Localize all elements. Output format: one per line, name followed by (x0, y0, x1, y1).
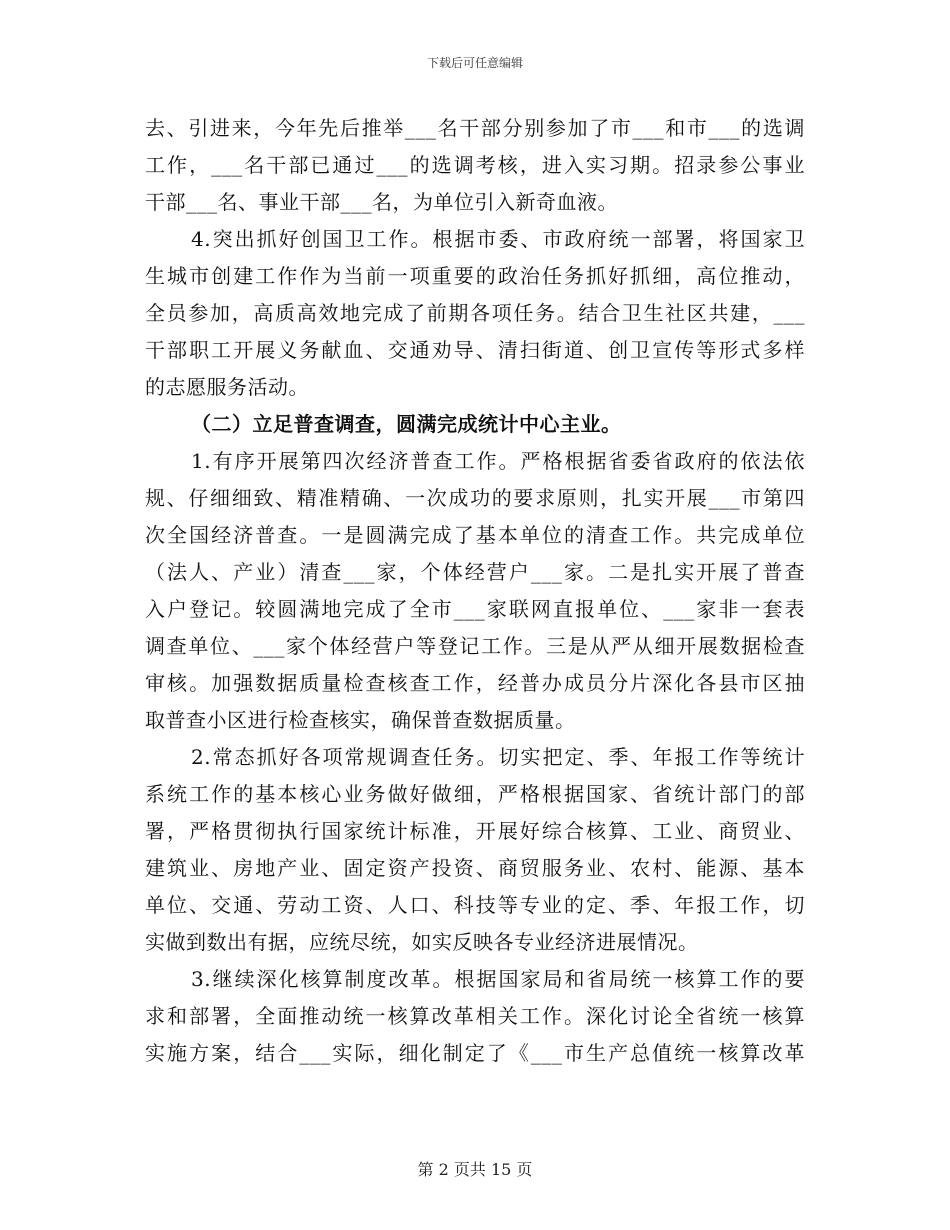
text-line: 的志愿服务活动。 (145, 375, 309, 399)
text-line: 建筑业、房地产业、固定资产投资、商贸服务业、农村、能源、基本 (145, 856, 805, 880)
text-line: 干部职工开展义务献血、交通劝导、清扫街道、创卫宣传等形式多样 (145, 338, 805, 362)
text-line: 生城市创建工作作为当前一项重要的政治任务抓好抓细，高位推动， (145, 264, 805, 288)
text-line: 调查单位、___家个体经营户等登记工作。三是从严从细开展数据检查 (145, 634, 805, 658)
text-line: 署，严格贯彻执行国家统计标准，开展好综合核算、工业、商贸业、 (145, 819, 805, 843)
text-line: 4.突出抓好创国卫工作。根据市委、市政府统一部署，将国家卫 (191, 227, 805, 251)
text-line: 次全国经济普查。一是圆满完成了基本单位的清查工作。共完成单位 (145, 523, 805, 547)
text-line: 全员参加，高质高效地完成了前期各项任务。结合卫生社区共建，___ (145, 301, 805, 325)
text-line: （法人、产业）清查___家，个体经营户___家。二是扎实开展了普查 (145, 560, 805, 584)
page-header: 下载后可任意编辑 (426, 56, 523, 70)
text-line: 取普查小区进行检查核实，确保普查数据质量。 (145, 708, 576, 732)
text-line: 规、仔细细致、精准精确、一次成功的要求原则，扎实开展___市第四 (145, 486, 805, 510)
text-line: 工作，___名干部已通过___的选调考核，进入实习期。招录参公事业 (145, 153, 805, 177)
text-line: 系统工作的基本核心业务做好做细，严格根据国家、省统计部门的部 (145, 782, 805, 806)
text-line: 实施方案，结合___实际，细化制定了《___市生产总值统一核算改革 (145, 1041, 805, 1065)
text-line: 1.有序开展第四次经济普查工作。严格根据省委省政府的依法依 (191, 449, 805, 473)
text-line: 单位、交通、劳动工资、人口、科技等专业的定、季、年报工作，切 (145, 893, 805, 917)
text-line: 求和部署，全面推动统一核算改革相关工作。深化讨论全省统一核算 (145, 1004, 805, 1028)
text-line: 2.常态抓好各项常规调查任务。切实把定、季、年报工作等统计 (191, 745, 805, 769)
section-heading: （二）立足普查调查，圆满完成统计中心主业。 (191, 412, 622, 436)
text-line: 审核。加强数据质量检查核查工作，经普办成员分片深化各县市区抽 (145, 671, 805, 695)
text-line: 入户登记。较圆满地完成了全市___家联网直报单位、___家非一套表 (145, 597, 805, 621)
document-body (145, 110, 805, 1072)
text-line: 实做到数出有据，应统尽统，如实反映各专业经济进展情况。 (145, 930, 699, 954)
text-line: 去、引进来，今年先后推举___名干部分别参加了市___和市___的选调 (145, 116, 805, 140)
text-line: 3.继续深化核算制度改革。根据国家局和省局统一核算工作的要 (191, 967, 805, 991)
page-footer: 第 2 页共 15 页 (417, 1160, 533, 1179)
text-line: 干部___名、事业干部___名，为单位引入新奇血液。 (145, 190, 618, 214)
